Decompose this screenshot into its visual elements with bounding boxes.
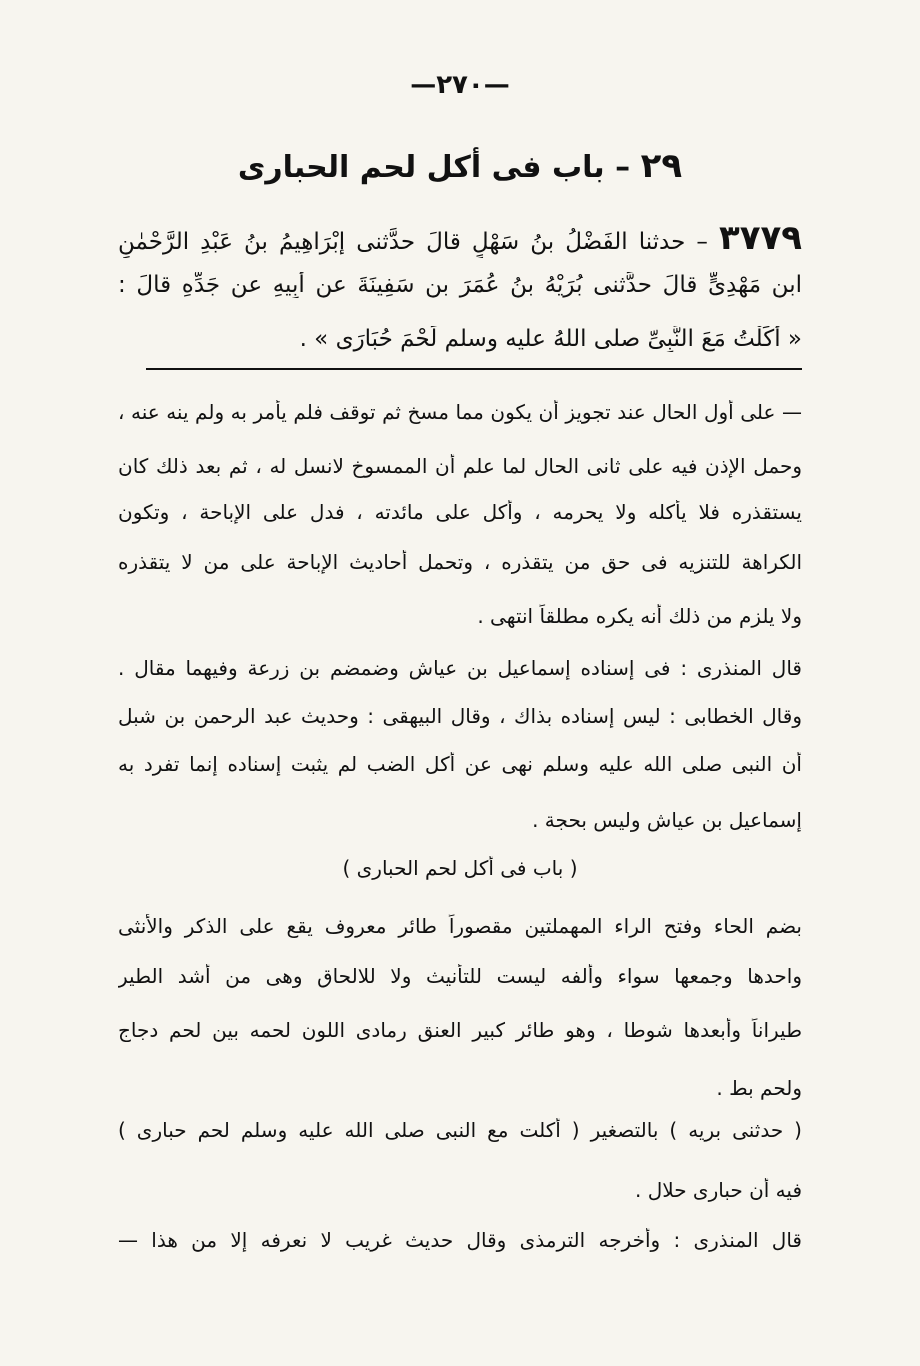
commentary-line-14: ( حدثنى بريه ) بالتصغير ( أكلت مع النبى صلى الله عليه وسلم لحم حبارى ) bbox=[118, 1118, 802, 1142]
commentary-line-11: واحدها وجمعها سواء وألفه ليست للتأنيث ولا للالحاق وهى من أشد الطير bbox=[118, 964, 802, 988]
hadith-line-2: ابن مَهْدِىٍّ قالَ حدَّثنى بُرَيْهُ بنُ عُمَرَ بنِ سَفِينَةَ عن أبِيهِ عن جَدِّهِ قالَ : bbox=[118, 272, 802, 298]
page-number: —٢٧٠— bbox=[410, 70, 510, 100]
hadith-number: ٣٧٧٩ bbox=[719, 218, 802, 258]
hadith-line-3: « أكَلْتُ مَعَ النَّبِىِّ صلى اللهُ عليه وسلم لَحْمَ حُبَارَى » . bbox=[299, 326, 802, 352]
hadith-text-1: – حدثنا الفَضْلُ بنُ سَهْلٍ قالَ حدَّثنى إبْرَاهِيمُ بنُ عَبْدِ الرَّحْمٰنِ bbox=[118, 229, 708, 255]
commentary-line-9: إسماعيل بن عياش وليس بحجة . bbox=[532, 808, 802, 832]
commentary-line-10: بضم الحاء وفتح الراء المهملتين مقصوراً طائر معروف يقع على الذكر والأنثى bbox=[118, 914, 802, 938]
commentary-line-12: طيراناً وأبعدها شوطا ، وهو طائر كبير العنق رمادى اللون لحمه بين لحم دجاج bbox=[118, 1018, 802, 1042]
commentary-line-3: يستقذره فلا يأكله ولا يحرمه ، وأكل على مائدته ، فدل على الإباحة ، وتكون bbox=[118, 500, 802, 524]
commentary-line-7: وقال الخطابى : ليس إسناده بذاك ، وقال البيهقى : وحديث عبد الرحمن بن شبل bbox=[118, 704, 802, 728]
commentary-line-5: ولا يلزم من ذلك أنه يكره مطلقاً انتهى . bbox=[477, 604, 802, 628]
commentary-line-4: الكراهة للتنزيه فى حق من يتقذره ، وتحمل أحاديث الإباحة على من لا يتقذره bbox=[118, 550, 802, 574]
chapter-heading bbox=[118, 146, 802, 186]
commentary-line-15: فيه أن حبارى حلال . bbox=[635, 1178, 802, 1202]
commentary-line-6: قال المنذرى : فى إسناده إسماعيل بن عياش وضمضم بن زرعة وفيهما مقال . bbox=[118, 656, 802, 680]
commentary-line-8: أن النبى صلى الله عليه وسلم نهى عن أكل الضب لم يثبت إسناده إنما تفرد به bbox=[118, 752, 802, 776]
commentary-line-1: — على أول الحال عند تجويز أن يكون مما مسخ ثم توقف فلم يأمر به ولم ينه عنه ، bbox=[118, 400, 802, 424]
hadith-line-1 bbox=[118, 218, 802, 258]
separator-rule bbox=[146, 368, 802, 370]
commentary-line-13: ولحم بط . bbox=[716, 1076, 802, 1100]
section-heading: ( باب فى أكل لحم الحبارى ) bbox=[342, 856, 578, 880]
commentary-line-16: قال المنذرى : وأخرجه الترمذى وقال حديث غريب لا نعرفه إلا من هذا — bbox=[118, 1228, 802, 1252]
chapter-title: – باب فى أكل لحم الحبارى bbox=[237, 150, 631, 185]
commentary-line-2: وحمل الإذن فيه على ثانى الحال لما علم أن الممسوخ لانسل له ، ثم بعد ذلك كان bbox=[118, 454, 802, 478]
chapter-number: ٢٩ bbox=[640, 146, 683, 186]
